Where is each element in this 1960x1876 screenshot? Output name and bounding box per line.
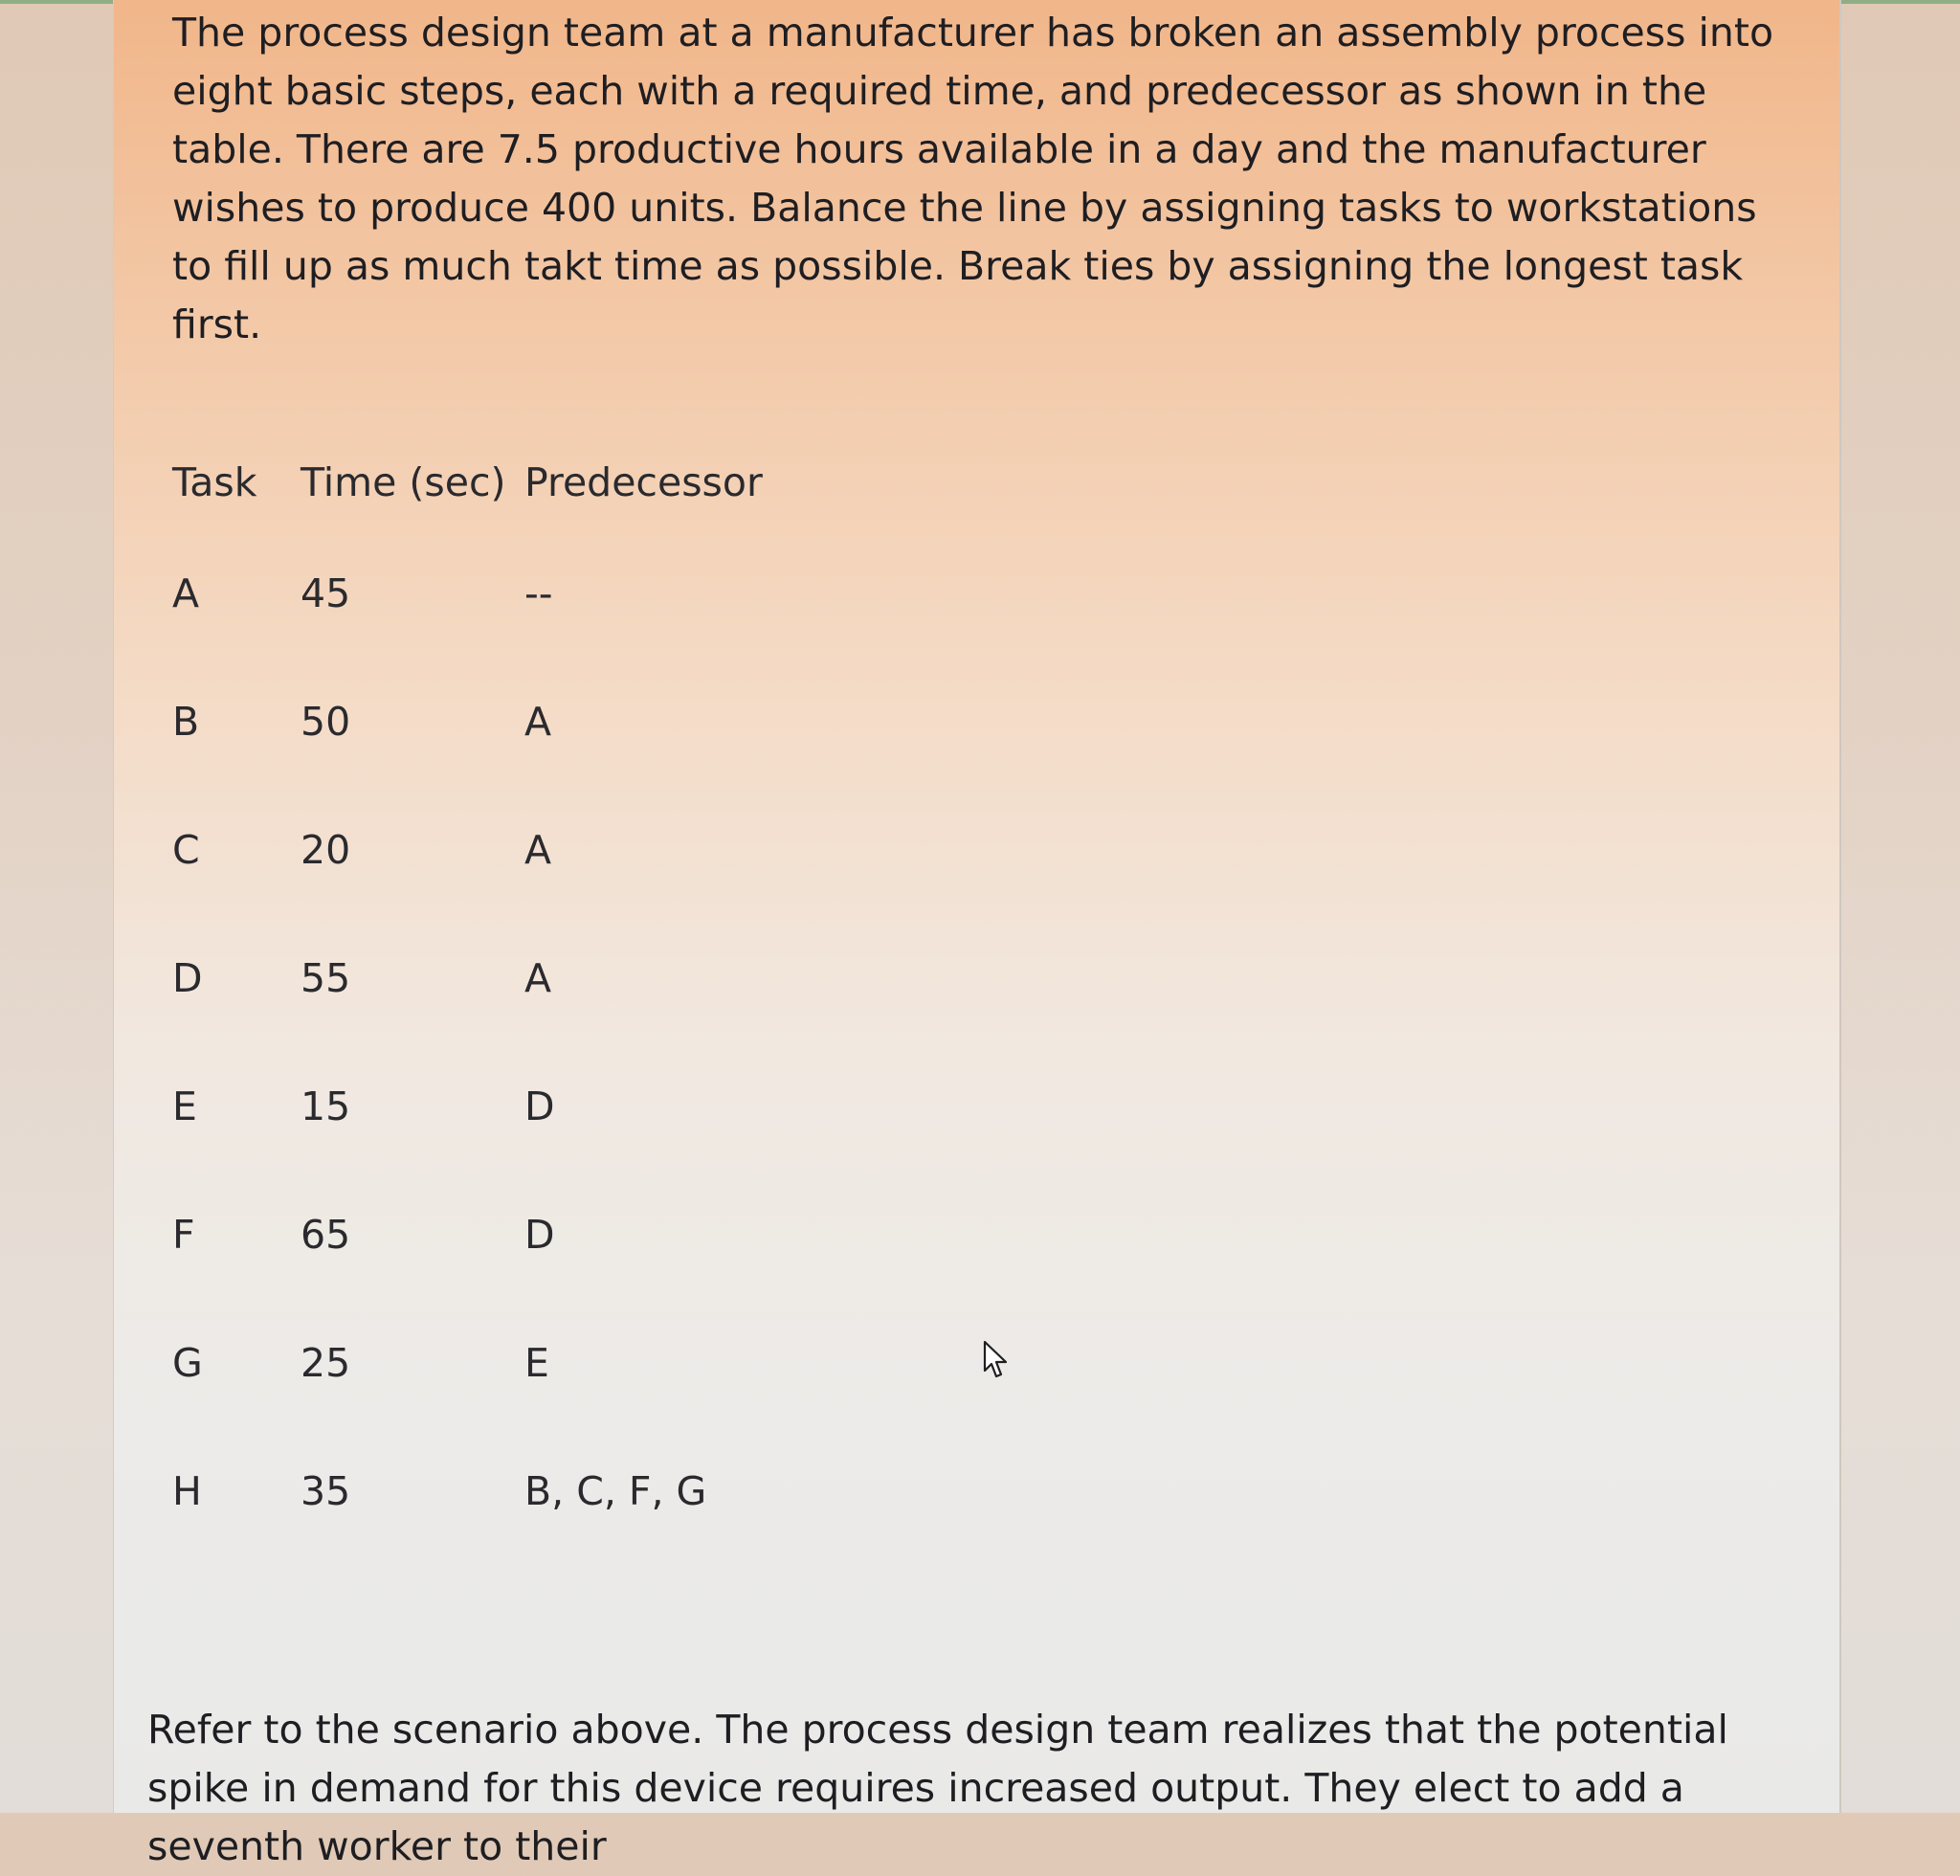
predecessor-cell: D (524, 1083, 555, 1129)
predecessor-cell: D (524, 1212, 555, 1258)
table-row (153, 658, 850, 786)
time-cell: 50 (301, 699, 351, 745)
predecessor-cell: B, C, F, G (524, 1468, 707, 1514)
time-cell: 35 (301, 1468, 351, 1514)
task-cell: A (172, 570, 200, 616)
time-cell: 45 (301, 570, 351, 616)
time-cell: 20 (301, 827, 351, 873)
header-task: Task (172, 459, 257, 505)
task-cell: E (172, 1083, 197, 1129)
task-cell: C (172, 827, 200, 873)
task-cell: H (172, 1468, 202, 1514)
table-header-row (153, 436, 850, 529)
predecessor-cell: A (524, 827, 552, 873)
followup-paragraph: Refer to the scenario above. The process design team realizes that the potential spike in demand for this device requires increased output. They elect to add a seventh worker to their (147, 1707, 1728, 1869)
table-row (153, 1427, 850, 1555)
header-predecessor: Predecessor (524, 459, 763, 505)
task-table (153, 436, 850, 1555)
table-row (153, 1042, 850, 1171)
header-time: Time (sec) (301, 459, 506, 505)
mouse-pointer-icon (983, 1340, 1012, 1380)
scenario-paragraph: The process design team at a manufacturer has broken an assembly process into eight basic steps, each with a required time, and predecessor as shown in the table. There are 7.5 productive hours available in a day and the manufacturer wishes to produce 400 units. Balance the line by assigning tasks to workstations to fill up as much takt time as possible. Break ties by assigning the longest task first. (172, 10, 1774, 347)
table-row (153, 786, 850, 914)
predecessor-cell: -- (524, 570, 553, 616)
table-row (153, 1171, 850, 1299)
table-row (153, 1299, 850, 1427)
table-row (153, 529, 850, 658)
task-cell: D (172, 955, 203, 1001)
predecessor-cell: A (524, 699, 552, 745)
time-cell: 25 (301, 1340, 351, 1386)
time-cell: 55 (301, 955, 351, 1001)
task-cell: B (172, 699, 200, 745)
time-cell: 65 (301, 1212, 351, 1258)
table-row (153, 914, 850, 1042)
predecessor-cell: E (524, 1340, 549, 1386)
time-cell: 15 (301, 1083, 351, 1129)
task-cell: G (172, 1340, 203, 1386)
predecessor-cell: A (524, 955, 552, 1001)
task-cell: F (172, 1212, 195, 1258)
